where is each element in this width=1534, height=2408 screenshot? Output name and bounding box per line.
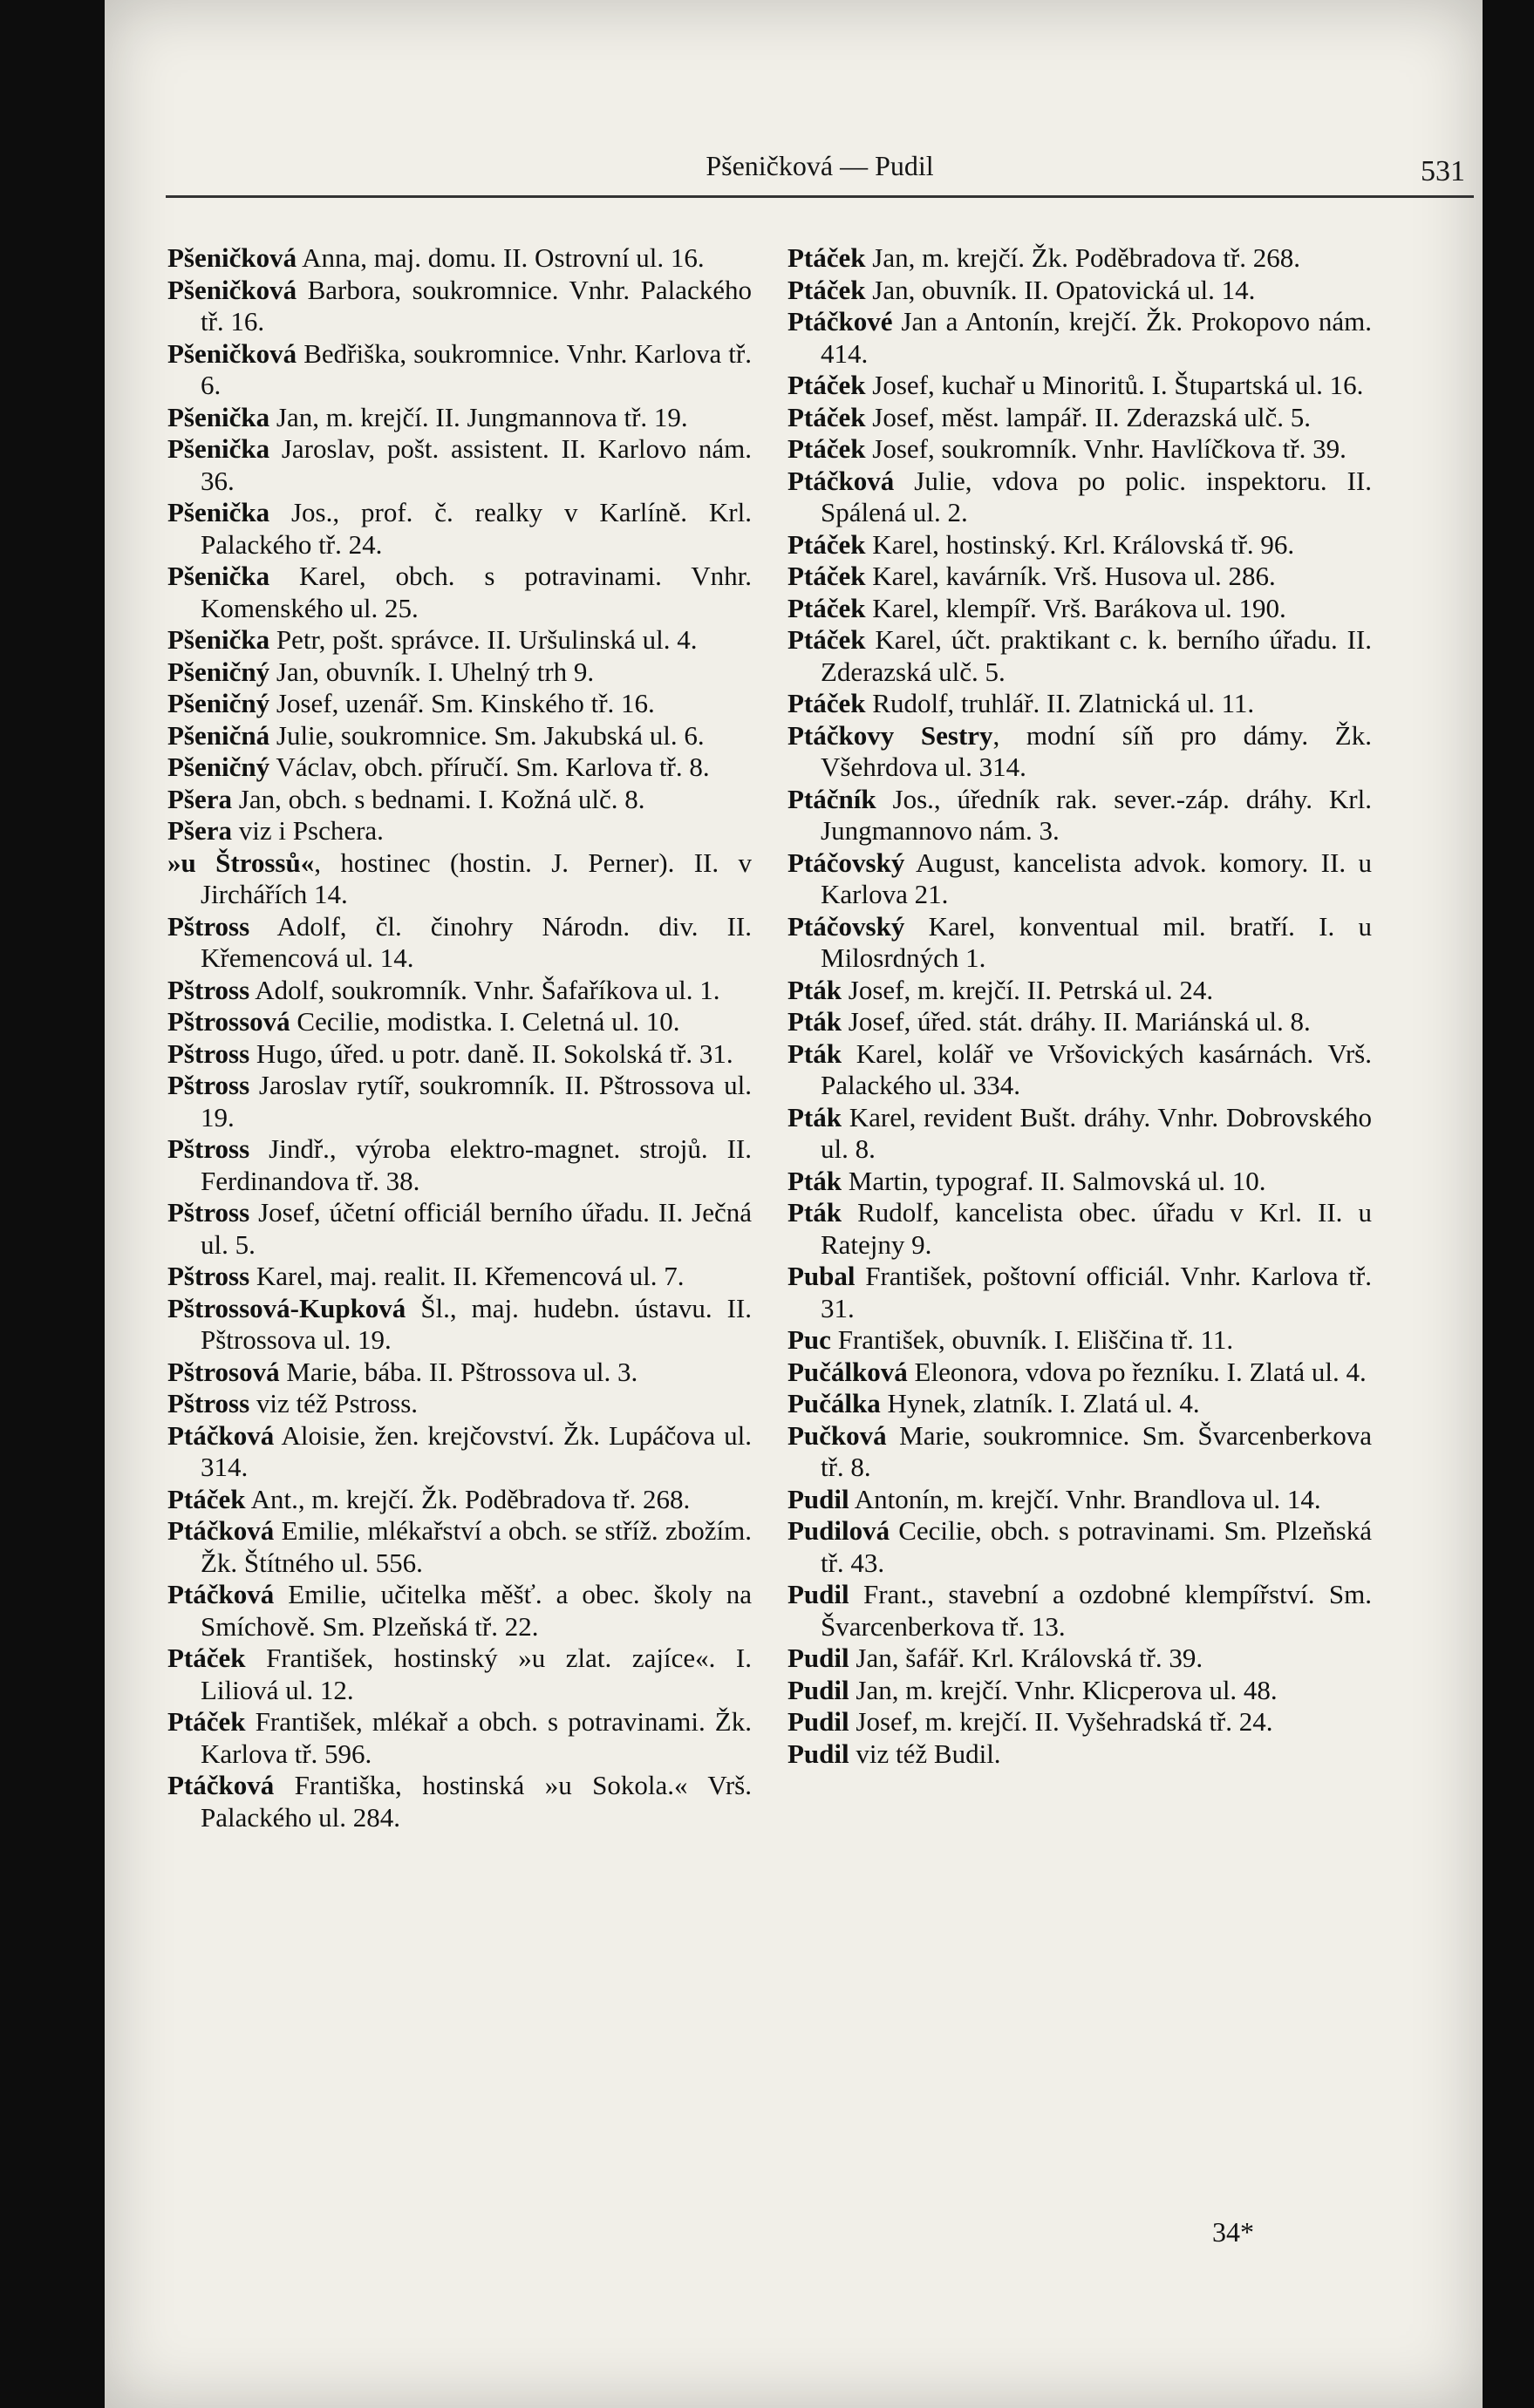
signature-mark: 34* — [1212, 2216, 1254, 2248]
entry-details: Barbora, soukromnice. Vnhr. Palackého tř. 16. — [201, 274, 752, 337]
directory-entry — [167, 847, 752, 911]
directory-entry — [167, 497, 752, 561]
directory-entry — [787, 275, 1372, 307]
directory-entry — [167, 275, 752, 338]
directory-entry — [167, 1197, 752, 1261]
entry-details: Karel, revident Bušt. dráhy. Vnhr. Dobrovského ul. 8. — [821, 1101, 1372, 1164]
directory-entry — [167, 1357, 752, 1389]
entry-surname: Ptáček — [787, 624, 866, 655]
entry-surname: Pšeničný — [167, 752, 270, 782]
directory-entry — [167, 624, 752, 656]
directory-entry — [787, 1261, 1372, 1324]
entry-details: Josef, m. krejčí. II. Petrská ul. 24. — [842, 974, 1214, 1005]
directory-entry — [167, 1515, 752, 1579]
entry-details: Eleonora, vdova po řezníku. I. Zlatá ul. 4. — [907, 1356, 1367, 1387]
entry-details: Jaroslav, pošt. assistent. II. Karlovo nám. 36. — [201, 433, 752, 496]
entry-surname: Pšenička — [167, 433, 270, 464]
directory-entry — [167, 242, 752, 275]
entry-details: Jos., prof. č. realky v Karlíně. Krl. Palackého tř. 24. — [201, 497, 752, 560]
entry-surname: »u Štrossů« — [167, 847, 315, 878]
directory-entry — [167, 1706, 752, 1770]
entry-surname: Pšenička — [167, 561, 270, 591]
directory-entry — [167, 911, 752, 975]
directory-entry — [167, 752, 752, 784]
entry-details: Emilie, mlékařství a obch. se stříž. zbožím. Žk. Štítného ul. 556. — [201, 1515, 752, 1578]
entry-details: Hynek, zlatník. I. Zlatá ul. 4. — [880, 1388, 1200, 1418]
entry-surname: Pták — [787, 1037, 842, 1069]
entry-surname: Pštross — [167, 1388, 250, 1418]
directory-entry — [787, 1420, 1372, 1484]
directory-entry — [167, 688, 752, 720]
entry-surname: Pšeničný — [167, 688, 270, 718]
entry-surname: Pštrossová-Kupková — [167, 1292, 406, 1323]
entry-surname: Pučálka — [787, 1388, 881, 1418]
entry-details: Josef, soukromník. Vnhr. Havlíčkova tř. 39. — [865, 433, 1347, 464]
entry-surname: Pšeničková — [167, 337, 297, 369]
entry-details: Josef, účetní officiál berního úřadu. II. Ječná ul. 5. — [201, 1197, 752, 1260]
entry-surname: Ptáčkové — [787, 306, 893, 337]
entry-surname: Ptáček — [787, 433, 866, 464]
entry-details: Antonín, m. krejčí. Vnhr. Brandlova ul. 14. — [849, 1483, 1321, 1514]
entry-surname: Pudil — [787, 1579, 849, 1609]
directory-entry — [787, 1324, 1372, 1357]
directory-entry — [787, 784, 1372, 847]
directory-entry — [167, 1133, 752, 1197]
entry-surname: Ptáčovský — [787, 910, 905, 942]
entry-surname: Ptáček — [787, 370, 866, 400]
entry-details: Petr, pošt. správce. II. Uršulinská ul. 4. — [269, 624, 698, 655]
entry-details: Cecilie, obch. s potravinami. Sm. Plzeňská tř. 43. — [821, 1515, 1372, 1578]
entry-details: Julie, vdova po polic. inspektoru. II. Spálená ul. 2. — [821, 465, 1372, 527]
entry-details: Jan, obuvník. II. Opatovická ul. 14. — [865, 274, 1256, 305]
entry-surname: Pšera — [167, 783, 233, 814]
entry-details: , modní síň pro dámy. Žk. Všehrdova ul. 314. — [821, 719, 1372, 782]
entry-details: viz též Pstross. — [249, 1388, 419, 1418]
entry-details: Anna, maj. domu. II. Ostrovní ul. 16. — [297, 242, 705, 273]
entry-surname: Ptáček — [167, 1483, 246, 1514]
entry-surname: Pšera — [167, 815, 233, 846]
directory-entry — [787, 561, 1372, 593]
entry-details: Martin, typograf. II. Salmovská ul. 10. — [842, 1165, 1266, 1196]
entry-details: Karel, konventual mil. bratří. I. u Milosrdných 1. — [821, 910, 1372, 973]
directory-entry — [167, 433, 752, 497]
directory-entry — [787, 1357, 1372, 1389]
entry-details: , hostinec (hostin. J. Perner). II. v Jirchářích 14. — [201, 847, 752, 909]
entry-details: Jan, m. krejčí. Vnhr. Klicperova ul. 48. — [849, 1674, 1278, 1705]
entry-details: Františka, hostinská »u Sokola.« Vrš. Palackého ul. 284. — [201, 1770, 752, 1833]
entry-details: August, kancelista advok. komory. II. u Karlova 21. — [821, 847, 1372, 909]
entry-details: Jos., úředník rak. sever.-záp. dráhy. Krl. Jungmannovo nám. 3. — [821, 783, 1372, 846]
entry-surname: Ptáčovský — [787, 847, 905, 878]
entry-details: Adolf, čl. činohry Národn. div. II. Křemencová ul. 14. — [201, 910, 752, 973]
directory-entry — [167, 1420, 752, 1484]
directory-entry — [787, 1675, 1372, 1707]
entry-surname: Ptáček — [787, 561, 866, 591]
directory-entry — [787, 1484, 1372, 1516]
directory-entry — [787, 433, 1372, 466]
entry-surname: Ptáček — [787, 401, 866, 432]
entry-surname: Ptáček — [787, 274, 866, 305]
directory-entry — [787, 529, 1372, 561]
entry-details: František, poštovní officiál. Vnhr. Karlova tř. 31. — [821, 1261, 1372, 1323]
directory-entry — [787, 466, 1372, 529]
entry-surname: Pučková — [787, 1419, 887, 1451]
entry-details: Josef, m. krejčí. II. Vyšehradská tř. 24. — [849, 1706, 1273, 1737]
directory-entry — [787, 1038, 1372, 1102]
entry-surname: Ptáček — [787, 528, 866, 560]
entry-details: Rudolf, kancelista obec. úřadu v Krl. II. u Ratejny 9. — [821, 1197, 1372, 1260]
entry-details: Rudolf, truhlář. II. Zlatnická ul. 11. — [865, 688, 1255, 718]
entry-surname: Ptáčník — [787, 783, 876, 814]
entry-surname: Ptáčková — [167, 1515, 275, 1546]
entry-surname: Pták — [787, 974, 842, 1005]
entry-surname: Ptáčková — [167, 1419, 275, 1451]
directory-entry — [787, 975, 1372, 1007]
directory-entry — [167, 561, 752, 624]
entry-details: Julie, soukromnice. Sm. Jakubská ul. 6. — [269, 719, 705, 751]
entry-surname: Pštross — [167, 1261, 250, 1291]
directory-entry — [167, 656, 752, 689]
entry-details: Karel, účt. praktikant c. k. berního úřadu. II. Zderazská ulč. 5. — [821, 624, 1372, 687]
entry-details: Jan, m. krejčí. Žk. Poděbradova tř. 268. — [865, 242, 1300, 273]
entry-details: Václav, obch. příručí. Sm. Karlova tř. 8. — [269, 752, 710, 782]
entry-surname: Ptáček — [167, 1706, 246, 1737]
directory-entry — [787, 593, 1372, 625]
directory-entry — [787, 402, 1372, 434]
entry-surname: Pštross — [167, 974, 250, 1005]
directory-entry — [167, 720, 752, 752]
entry-details: viz i Pschera. — [232, 815, 384, 846]
entry-details: Karel, maj. realit. II. Křemencová ul. 7. — [249, 1261, 685, 1291]
entry-details: viz též Budil. — [849, 1738, 1001, 1769]
directory-entry — [787, 688, 1372, 720]
directory-entry — [167, 1643, 752, 1706]
entry-surname: Pudil — [787, 1483, 849, 1514]
directory-page — [105, 0, 1483, 2408]
directory-entry — [167, 1293, 752, 1357]
entry-surname: Ptáčková — [787, 465, 895, 496]
page-number: 531 — [1421, 155, 1465, 187]
directory-entry — [787, 1388, 1372, 1420]
entry-surname: Pšeničná — [167, 719, 270, 751]
entry-surname: Pšenička — [167, 497, 270, 527]
entry-details: Marie, bába. II. Pštrossova ul. 3. — [279, 1356, 638, 1387]
entry-details: Šl., maj. hudebn. ústavu. II. Pštrossova ul. 19. — [201, 1292, 752, 1355]
directory-entry — [787, 720, 1372, 784]
entry-details: Josef, uzenář. Sm. Kinského tř. 16. — [269, 688, 655, 718]
directory-entry — [167, 1579, 752, 1643]
entry-details: Bedřiška, soukromnice. Vnhr. Karlova tř. 6. — [201, 337, 752, 400]
page-header — [166, 150, 1474, 198]
entry-details: František, obuvník. I. Eliščina tř. 11. — [830, 1324, 1234, 1355]
directory-entry — [787, 306, 1372, 370]
entry-surname: Pudilová — [787, 1515, 890, 1546]
entry-details: Karel, hostinský. Krl. Královská tř. 96. — [865, 528, 1295, 560]
entry-details: Josef, měst. lampář. II. Zderazská ulč. 5. — [865, 401, 1311, 432]
entry-surname: Ptáčková — [167, 1579, 275, 1609]
entry-details: Karel, kavárník. Vrš. Husova ul. 286. — [865, 561, 1276, 591]
entry-surname: Pšeničková — [167, 274, 297, 305]
entry-details: František, mlékař a obch. s potravinami. Žk. Karlova tř. 596. — [201, 1706, 752, 1769]
directory-entry — [167, 815, 752, 847]
directory-entry — [167, 1261, 752, 1293]
entry-surname: Pštross — [167, 1133, 250, 1164]
directory-entry — [787, 624, 1372, 688]
entry-surname: Pták — [787, 1006, 842, 1037]
entry-details: Josef, úřed. stát. dráhy. II. Mariánská ul. 8. — [842, 1006, 1311, 1037]
entry-surname: Pštross — [167, 910, 250, 942]
entry-surname: Pudil — [787, 1738, 849, 1769]
directory-entry — [787, 911, 1372, 975]
entry-details: Adolf, soukromník. Vnhr. Šafaříkova ul. 1. — [249, 974, 720, 1005]
entry-surname: Ptáčkovy Sestry — [787, 719, 993, 751]
entry-details: Jan, obuvník. I. Uhelný trh 9. — [269, 656, 595, 687]
entry-surname: Ptáčková — [167, 1770, 275, 1800]
entry-surname: Pubal — [787, 1261, 856, 1291]
directory-entry — [787, 1706, 1372, 1738]
directory-entry — [167, 1038, 752, 1071]
entry-surname: Ptáček — [787, 242, 866, 273]
entry-details: Emilie, učitelka měšť. a obec. školy na Smíchově. Sm. Plzeňská tř. 22. — [201, 1579, 752, 1642]
entry-details: Jan, obch. s bednami. I. Kožná ulč. 8. — [232, 783, 645, 814]
entry-details: Aloisie, žen. krejčovství. Žk. Lupáčova ul. 314. — [201, 1419, 752, 1482]
directory-entry — [787, 370, 1372, 402]
entry-surname: Pšeničková — [167, 242, 297, 273]
entry-surname: Pštross — [167, 1197, 250, 1228]
directory-entry — [787, 1579, 1372, 1643]
entry-details: Jan, m. krejčí. II. Jungmannova tř. 19. — [269, 401, 688, 432]
right-column — [787, 242, 1372, 1770]
entry-surname: Ptáček — [167, 1643, 246, 1673]
directory-entry — [787, 1738, 1372, 1771]
entry-details: Hugo, úřed. u potr. daně. II. Sokolská tř. 31. — [249, 1037, 733, 1069]
left-column — [167, 242, 752, 1833]
directory-entry — [787, 1643, 1372, 1675]
entry-surname: Pštrossová — [167, 1006, 290, 1037]
entry-surname: Ptáček — [787, 592, 866, 623]
directory-entry — [167, 1388, 752, 1420]
entry-details: Jindř., výroba elektro-magnet. strojů. II. Ferdinandova tř. 38. — [201, 1133, 752, 1196]
entry-surname: Pták — [787, 1197, 842, 1228]
entry-surname: Pudil — [787, 1643, 849, 1673]
entry-details: Marie, soukromnice. Sm. Švarcenberkova tř. 8. — [821, 1419, 1372, 1482]
entry-surname: Pštross — [167, 1070, 250, 1100]
entry-details: Frant., stavební a ozdobné klempířství. Sm. Švarcenberkova tř. 13. — [821, 1579, 1372, 1642]
entry-details: Karel, klempíř. Vrš. Barákova ul. 190. — [865, 592, 1286, 623]
entry-details: Karel, obch. s potravinami. Vnhr. Komenského ul. 25. — [201, 561, 752, 623]
entry-surname: Puc — [787, 1324, 831, 1355]
running-head: Pšeničková — Pudil — [706, 150, 934, 181]
entry-surname: Pudil — [787, 1706, 849, 1737]
entry-details: František, hostinský »u zlat. zajíce«. I. Liliová ul. 12. — [201, 1643, 752, 1705]
directory-entry — [167, 784, 752, 816]
directory-entry — [787, 242, 1372, 275]
entry-details: Jaroslav rytíř, soukromník. II. Pštrossova ul. 19. — [201, 1070, 752, 1133]
entry-details: Josef, kuchař u Minoritů. I. Štupartská ul. 16. — [865, 370, 1364, 400]
directory-entry — [787, 1197, 1372, 1261]
directory-entry — [167, 1006, 752, 1038]
entry-details: Jan, šafář. Krl. Královská tř. 39. — [849, 1643, 1203, 1673]
entry-details: Ant., m. krejčí. Žk. Poděbradova tř. 268. — [245, 1483, 691, 1514]
entry-surname: Pšenička — [167, 401, 270, 432]
entry-surname: Pták — [787, 1165, 842, 1196]
entry-surname: Pštross — [167, 1037, 250, 1069]
directory-entry — [787, 1166, 1372, 1198]
entry-surname: Pšenička — [167, 624, 270, 655]
entry-details: Karel, kolář ve Vršovických kasárnách. Vrš. Palackého ul. 334. — [821, 1037, 1372, 1100]
directory-entry — [787, 1515, 1372, 1579]
directory-entry — [167, 1770, 752, 1833]
directory-entry — [167, 338, 752, 402]
directory-entry — [167, 1070, 752, 1133]
entry-details: Jan a Antonín, krejčí. Žk. Prokopovo nám. 414. — [821, 306, 1372, 369]
entry-surname: Pták — [787, 1101, 842, 1133]
entry-surname: Pšeničný — [167, 656, 270, 687]
entry-details: Cecilie, modistka. I. Celetná ul. 10. — [290, 1006, 680, 1037]
entry-surname: Pudil — [787, 1674, 849, 1705]
entry-surname: Pučálková — [787, 1356, 908, 1387]
directory-entry — [167, 402, 752, 434]
entry-surname: Pštrosová — [167, 1356, 280, 1387]
directory-entry — [787, 1006, 1372, 1038]
entry-surname: Ptáček — [787, 688, 866, 718]
directory-entry — [787, 847, 1372, 911]
directory-entry — [787, 1102, 1372, 1166]
directory-entry — [167, 1484, 752, 1516]
directory-entry — [167, 975, 752, 1007]
